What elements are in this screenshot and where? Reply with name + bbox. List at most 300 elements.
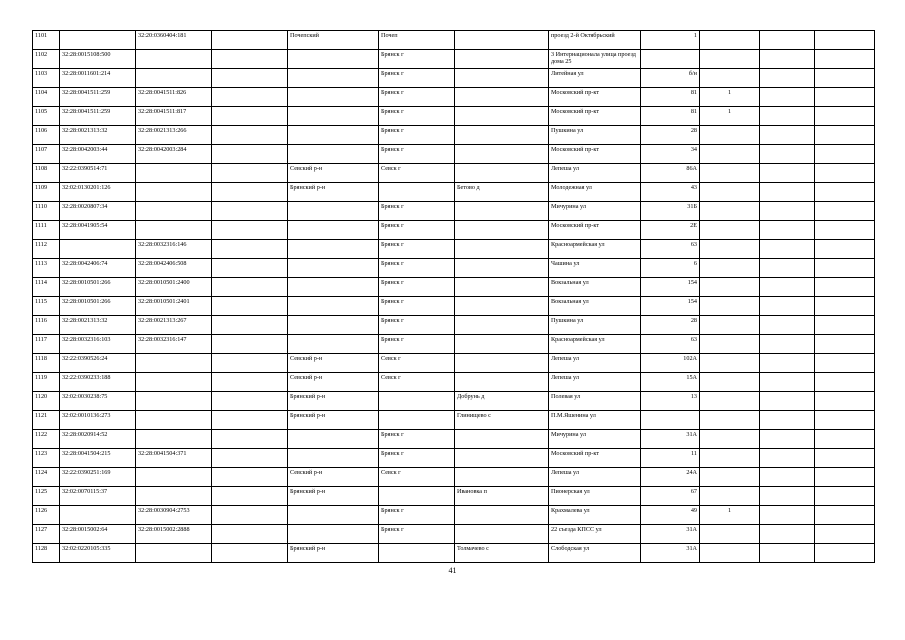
object-cadastral-number-cell: 32:28:0010501:2400 [136, 278, 212, 297]
extra-number-cell [212, 88, 288, 107]
table-row [33, 468, 875, 487]
district-cell [288, 316, 379, 335]
settlement-cell: Глинищево с [455, 411, 549, 430]
city-cell [379, 487, 455, 506]
extra-number-cell [212, 525, 288, 544]
row-number-cell: 1101 [33, 31, 60, 50]
cadastral-number-cell: 32:22:0390526:24 [60, 354, 136, 373]
street-cell: 3 Интернационала улица проезд дома 25 [549, 50, 641, 69]
extra-number-cell [212, 183, 288, 202]
street-cell: Московский пр-кт [549, 449, 641, 468]
flag-2-cell [760, 449, 815, 468]
object-cadastral-number-cell: 32:28:0041511:826 [136, 88, 212, 107]
house-number-cell: 31Б [641, 202, 700, 221]
empty-cell [815, 354, 875, 373]
flag-1-cell [700, 221, 760, 240]
table-row [33, 487, 875, 506]
city-cell: Севск г [379, 164, 455, 183]
flag-2-cell [760, 411, 815, 430]
flag-2-cell [760, 468, 815, 487]
table-row [33, 202, 875, 221]
house-number-cell: 154 [641, 278, 700, 297]
flag-1-cell [700, 544, 760, 563]
cadastral-number-cell: 32:28:0020914:52 [60, 430, 136, 449]
district-cell: Севский р-н [288, 468, 379, 487]
city-cell [379, 183, 455, 202]
cadastral-number-cell: 32:28:0010501:266 [60, 297, 136, 316]
empty-cell [815, 145, 875, 164]
cadastral-number-cell: 32:22:0390233:188 [60, 373, 136, 392]
flag-1-cell [700, 183, 760, 202]
row-number-cell: 1121 [33, 411, 60, 430]
table-row [33, 88, 875, 107]
street-cell: Пионерская ул [549, 487, 641, 506]
flag-1-cell [700, 240, 760, 259]
flag-2-cell [760, 297, 815, 316]
cadastral-number-cell: 32:02:0220105:335 [60, 544, 136, 563]
object-cadastral-number-cell [136, 392, 212, 411]
street-cell: 22 съезда КПСС ул [549, 525, 641, 544]
empty-cell [815, 544, 875, 563]
house-number-cell: б/н [641, 69, 700, 88]
empty-cell [815, 506, 875, 525]
cadastral-number-cell: 32:02:0030238:75 [60, 392, 136, 411]
table-row [33, 50, 875, 69]
extra-number-cell [212, 487, 288, 506]
house-number-cell: 11 [641, 449, 700, 468]
city-cell: Брянск г [379, 335, 455, 354]
house-number-cell: 86А [641, 164, 700, 183]
house-number-cell: 63 [641, 240, 700, 259]
settlement-cell [455, 221, 549, 240]
city-cell [379, 392, 455, 411]
settlement-cell: Толмачево с [455, 544, 549, 563]
flag-2-cell [760, 50, 815, 69]
extra-number-cell [212, 145, 288, 164]
district-cell: Севский р-н [288, 373, 379, 392]
register-table-body [33, 31, 875, 563]
settlement-cell [455, 430, 549, 449]
row-number-cell: 1119 [33, 373, 60, 392]
empty-cell [815, 221, 875, 240]
cadastral-number-cell: 32:28:0010501:266 [60, 278, 136, 297]
city-cell [379, 411, 455, 430]
street-cell: Пушкина ул [549, 126, 641, 145]
city-cell: Почеп [379, 31, 455, 50]
row-number-cell: 1104 [33, 88, 60, 107]
flag-2-cell [760, 202, 815, 221]
row-number-cell: 1105 [33, 107, 60, 126]
empty-cell [815, 297, 875, 316]
settlement-cell [455, 164, 549, 183]
flag-1-cell [700, 164, 760, 183]
flag-1-cell [700, 31, 760, 50]
object-cadastral-number-cell: 32:28:0041504:371 [136, 449, 212, 468]
flag-1-cell [700, 50, 760, 69]
object-cadastral-number-cell [136, 183, 212, 202]
flag-1-cell [700, 468, 760, 487]
table-row [33, 183, 875, 202]
city-cell: Брянск г [379, 316, 455, 335]
district-cell [288, 335, 379, 354]
cadastral-number-cell: 32:28:0041504:215 [60, 449, 136, 468]
flag-2-cell [760, 506, 815, 525]
cadastral-number-cell: 32:02:0130201:126 [60, 183, 136, 202]
object-cadastral-number-cell [136, 468, 212, 487]
cadastral-number-cell: 32:28:0011601:214 [60, 69, 136, 88]
district-cell [288, 259, 379, 278]
flag-2-cell [760, 107, 815, 126]
extra-number-cell [212, 335, 288, 354]
object-cadastral-number-cell [136, 487, 212, 506]
flag-2-cell [760, 278, 815, 297]
cadastral-number-cell: 32:28:0042406:74 [60, 259, 136, 278]
flag-2-cell [760, 373, 815, 392]
cadastral-number-cell: 32:28:0021313:32 [60, 126, 136, 145]
row-number-cell: 1108 [33, 164, 60, 183]
settlement-cell [455, 468, 549, 487]
extra-number-cell [212, 50, 288, 69]
table-row [33, 411, 875, 430]
object-cadastral-number-cell [136, 164, 212, 183]
flag-1-cell [700, 126, 760, 145]
table-row [33, 164, 875, 183]
street-cell: Вокзальная ул [549, 278, 641, 297]
street-cell: Вокзальная ул [549, 297, 641, 316]
table-row [33, 145, 875, 164]
row-number-cell: 1118 [33, 354, 60, 373]
cadastral-number-cell: 32:28:0042003:44 [60, 145, 136, 164]
table-row [33, 506, 875, 525]
row-number-cell: 1120 [33, 392, 60, 411]
flag-1-cell [700, 297, 760, 316]
row-number-cell: 1113 [33, 259, 60, 278]
city-cell: Брянск г [379, 430, 455, 449]
object-cadastral-number-cell [136, 354, 212, 373]
object-cadastral-number-cell: 32:20:0360404:181 [136, 31, 212, 50]
house-number-cell: 28 [641, 126, 700, 145]
object-cadastral-number-cell [136, 69, 212, 88]
district-cell: Брянский р-н [288, 183, 379, 202]
object-cadastral-number-cell: 32:28:0015002:2888 [136, 525, 212, 544]
district-cell [288, 297, 379, 316]
row-number-cell: 1102 [33, 50, 60, 69]
city-cell: Брянск г [379, 69, 455, 88]
city-cell: Брянск г [379, 297, 455, 316]
city-cell [379, 544, 455, 563]
street-cell: Московский пр-кт [549, 107, 641, 126]
object-cadastral-number-cell: 32:28:0030904:2753 [136, 506, 212, 525]
empty-cell [815, 278, 875, 297]
table-row [33, 31, 875, 50]
empty-cell [815, 335, 875, 354]
street-cell: Пушкина ул [549, 316, 641, 335]
district-cell: Брянский р-н [288, 544, 379, 563]
city-cell: Севск г [379, 373, 455, 392]
object-cadastral-number-cell [136, 373, 212, 392]
settlement-cell: Бетово д [455, 183, 549, 202]
house-number-cell: 24А [641, 468, 700, 487]
street-cell: Красноармейская ул [549, 240, 641, 259]
house-number-cell: 15А [641, 373, 700, 392]
street-cell: Московский пр-кт [549, 221, 641, 240]
street-cell: Мичурина ул [549, 430, 641, 449]
city-cell: Брянск г [379, 202, 455, 221]
settlement-cell [455, 316, 549, 335]
extra-number-cell [212, 316, 288, 335]
city-cell: Брянск г [379, 50, 455, 69]
city-cell: Брянск г [379, 278, 455, 297]
extra-number-cell [212, 202, 288, 221]
district-cell [288, 126, 379, 145]
extra-number-cell [212, 297, 288, 316]
settlement-cell [455, 525, 549, 544]
city-cell: Севск г [379, 354, 455, 373]
street-cell: проезд 2-й Октябрьский [549, 31, 641, 50]
row-number-cell: 1115 [33, 297, 60, 316]
flag-1-cell: 1 [700, 88, 760, 107]
extra-number-cell [212, 107, 288, 126]
flag-1-cell [700, 430, 760, 449]
object-cadastral-number-cell [136, 50, 212, 69]
city-cell: Брянск г [379, 88, 455, 107]
row-number-cell: 1117 [33, 335, 60, 354]
table-row [33, 107, 875, 126]
city-cell: Брянск г [379, 449, 455, 468]
settlement-cell [455, 31, 549, 50]
flag-2-cell [760, 69, 815, 88]
flag-2-cell [760, 221, 815, 240]
district-cell [288, 449, 379, 468]
street-cell: Лепеша ул [549, 373, 641, 392]
row-number-cell: 1125 [33, 487, 60, 506]
row-number-cell: 1122 [33, 430, 60, 449]
object-cadastral-number-cell [136, 202, 212, 221]
row-number-cell: 1126 [33, 506, 60, 525]
flag-2-cell [760, 145, 815, 164]
street-cell: Лепеша ул [549, 468, 641, 487]
flag-1-cell [700, 278, 760, 297]
object-cadastral-number-cell: 32:28:0021313:267 [136, 316, 212, 335]
flag-2-cell [760, 240, 815, 259]
extra-number-cell [212, 278, 288, 297]
house-number-cell: 154 [641, 297, 700, 316]
house-number-cell: 1 [641, 31, 700, 50]
flag-1-cell [700, 487, 760, 506]
empty-cell [815, 259, 875, 278]
cadastral-number-cell: 32:28:0015108:500 [60, 50, 136, 69]
cadastral-number-cell [60, 31, 136, 50]
object-cadastral-number-cell [136, 221, 212, 240]
empty-cell [815, 487, 875, 506]
empty-cell [815, 411, 875, 430]
table-row [33, 392, 875, 411]
district-cell [288, 430, 379, 449]
cadastral-number-cell: 32:22:0390514:71 [60, 164, 136, 183]
district-cell [288, 525, 379, 544]
empty-cell [815, 202, 875, 221]
empty-cell [815, 31, 875, 50]
empty-cell [815, 525, 875, 544]
city-cell: Брянск г [379, 145, 455, 164]
house-number-cell: 81 [641, 88, 700, 107]
cadastral-number-cell: 32:28:0041511:259 [60, 107, 136, 126]
table-row [33, 525, 875, 544]
cadastral-number-cell [60, 240, 136, 259]
house-number-cell: 31А [641, 525, 700, 544]
house-number-cell: 102А [641, 354, 700, 373]
settlement-cell: Добрунь д [455, 392, 549, 411]
empty-cell [815, 107, 875, 126]
table-row [33, 544, 875, 563]
city-cell: Брянск г [379, 221, 455, 240]
empty-cell [815, 468, 875, 487]
table-row [33, 126, 875, 145]
district-cell [288, 50, 379, 69]
row-number-cell: 1106 [33, 126, 60, 145]
flag-2-cell [760, 259, 815, 278]
street-cell: Мичурина ул [549, 202, 641, 221]
settlement-cell [455, 373, 549, 392]
settlement-cell [455, 335, 549, 354]
district-cell [288, 278, 379, 297]
cadastral-number-cell [60, 506, 136, 525]
row-number-cell: 1114 [33, 278, 60, 297]
row-number-cell: 1124 [33, 468, 60, 487]
flag-1-cell: 1 [700, 506, 760, 525]
settlement-cell: Ивановка п [455, 487, 549, 506]
settlement-cell [455, 50, 549, 69]
extra-number-cell [212, 31, 288, 50]
table-row [33, 316, 875, 335]
row-number-cell: 1110 [33, 202, 60, 221]
flag-2-cell [760, 126, 815, 145]
empty-cell [815, 164, 875, 183]
district-cell: Брянский р-н [288, 411, 379, 430]
house-number-cell: 67 [641, 487, 700, 506]
city-cell: Брянск г [379, 107, 455, 126]
street-cell: Московский пр-кт [549, 145, 641, 164]
flag-1-cell [700, 354, 760, 373]
empty-cell [815, 373, 875, 392]
object-cadastral-number-cell: 32:28:0032316:147 [136, 335, 212, 354]
flag-1-cell [700, 335, 760, 354]
table-row [33, 335, 875, 354]
empty-cell [815, 126, 875, 145]
table-row [33, 69, 875, 88]
extra-number-cell [212, 354, 288, 373]
district-cell [288, 221, 379, 240]
row-number-cell: 1109 [33, 183, 60, 202]
district-cell [288, 88, 379, 107]
house-number-cell: 49 [641, 506, 700, 525]
cadastral-number-cell: 32:28:0021313:32 [60, 316, 136, 335]
settlement-cell [455, 259, 549, 278]
row-number-cell: 1103 [33, 69, 60, 88]
table-row [33, 259, 875, 278]
extra-number-cell [212, 544, 288, 563]
city-cell: Брянск г [379, 259, 455, 278]
empty-cell [815, 430, 875, 449]
flag-2-cell [760, 392, 815, 411]
object-cadastral-number-cell [136, 430, 212, 449]
flag-2-cell [760, 335, 815, 354]
settlement-cell [455, 88, 549, 107]
extra-number-cell [212, 69, 288, 88]
row-number-cell: 1116 [33, 316, 60, 335]
cadastral-number-cell: 32:28:0041905:54 [60, 221, 136, 240]
flag-1-cell [700, 373, 760, 392]
cadastral-number-cell: 32:02:0010136:273 [60, 411, 136, 430]
street-cell: Московский пр-кт [549, 88, 641, 107]
district-cell [288, 202, 379, 221]
table-row [33, 297, 875, 316]
empty-cell [815, 449, 875, 468]
object-cadastral-number-cell: 32:28:0042406:508 [136, 259, 212, 278]
empty-cell [815, 50, 875, 69]
extra-number-cell [212, 126, 288, 145]
house-number-cell: 63 [641, 335, 700, 354]
object-cadastral-number-cell [136, 544, 212, 563]
cadastral-number-cell: 32:28:0020807:34 [60, 202, 136, 221]
cadastral-number-cell: 32:02:0070115:37 [60, 487, 136, 506]
table-row [33, 449, 875, 468]
house-number-cell: 6 [641, 259, 700, 278]
flag-2-cell [760, 31, 815, 50]
flag-2-cell [760, 544, 815, 563]
settlement-cell [455, 69, 549, 88]
flag-1-cell [700, 316, 760, 335]
house-number-cell [641, 50, 700, 69]
object-cadastral-number-cell: 32:28:0041511:817 [136, 107, 212, 126]
flag-2-cell [760, 88, 815, 107]
district-cell: Севский р-н [288, 164, 379, 183]
settlement-cell [455, 126, 549, 145]
district-cell: Брянский р-н [288, 487, 379, 506]
flag-1-cell [700, 392, 760, 411]
extra-number-cell [212, 411, 288, 430]
flag-1-cell [700, 525, 760, 544]
street-cell: Полевая ул [549, 392, 641, 411]
street-cell: Литейная ул [549, 69, 641, 88]
cadastral-number-cell: 32:28:0015002:64 [60, 525, 136, 544]
street-cell: Крахмалева ул [549, 506, 641, 525]
house-number-cell: 13 [641, 392, 700, 411]
house-number-cell: 81 [641, 107, 700, 126]
table-row [33, 221, 875, 240]
extra-number-cell [212, 468, 288, 487]
empty-cell [815, 69, 875, 88]
district-cell [288, 107, 379, 126]
city-cell: Брянск г [379, 126, 455, 145]
extra-number-cell [212, 449, 288, 468]
object-cadastral-number-cell: 32:28:0042003:284 [136, 145, 212, 164]
row-number-cell: 1127 [33, 525, 60, 544]
city-cell: Брянск г [379, 240, 455, 259]
district-cell: Почепский [288, 31, 379, 50]
settlement-cell [455, 449, 549, 468]
settlement-cell [455, 145, 549, 164]
cadastral-number-cell: 32:28:0032316:103 [60, 335, 136, 354]
empty-cell [815, 316, 875, 335]
flag-2-cell [760, 316, 815, 335]
street-cell: Лепеша ул [549, 354, 641, 373]
city-cell: Севск г [379, 468, 455, 487]
extra-number-cell [212, 259, 288, 278]
flag-2-cell [760, 183, 815, 202]
table-row [33, 373, 875, 392]
table-row [33, 354, 875, 373]
